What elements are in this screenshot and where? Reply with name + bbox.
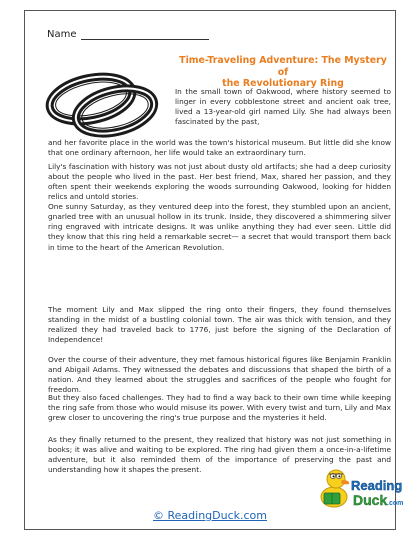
story-title-line-1: Time-Traveling Adventure: The Mystery of [179, 55, 387, 78]
story-paragraph-1: Lily's fascination with history was not just about dusty old artifacts; she had a deep curiosity about the people who lived in the past. Her best friend, Max, shared her passion, and they often spent their weekends exploring the woods surrounding Oakwood, looking for hidden relics and untold stories. [48, 162, 391, 202]
story-intro-wrapped: In the small town of Oakwood, where history seemed to linger in every cobblestone street and ancient oak tree, lived a 13-year-old girl named Lily. She had always been fascinated by the past, [175, 87, 391, 127]
story-paragraph-5: But they also faced challenges. They had to find a way back to their own time while keeping the ring safe from those who would misuse its power. With every twist and turn, Lily and Max grew closer to uncovering the ring's true purpose and the mysteries it held. [48, 393, 391, 423]
story-paragraph-4: Over the course of their adventure, they met famous historical figures like Benjamin Franklin and Abigail Adams. They witnessed the debates and discussions that shaped the birth of a nation. And they learned about the struggles and sacrifices of the people who fought for freedom. [48, 355, 391, 395]
worksheet-page [24, 10, 396, 530]
logo-word-reading: Reading [351, 478, 403, 493]
story-paragraph-6: As they finally returned to the present, they realized that history was not just something in books; it was alive and waiting to be explored. The ring had given them a once-in-a-lifetime adventure, but it also reminded them of the importance of preserving the past and understanding how it shapes the present. [48, 435, 391, 475]
story-paragraph-2: One sunny Saturday, as they ventured deep into the forest, they stumbled upon an ancient, gnarled tree with an unusual hollow in its trunk. Inside, they discovered a shimmering silver ring engraved with intricate designs. It was unlike anything they had ever seen. Little did they know that this ring held a remarkable secret— a secret that would transport them back in time to the heart of the American Revolution. [48, 202, 391, 252]
logo-word-dotcom: .com [387, 500, 404, 507]
story-paragraph-3: The moment Lily and Max slipped the ring onto their fingers, they found themselves standing in the midst of a bustling colonial town. The air was thick with tension, and they realized they had traveled back to 1776, just before the signing of the Declaration of Independence! [48, 305, 391, 345]
name-label: Name [47, 29, 77, 40]
story-title [177, 55, 389, 90]
name-line[interactable] [81, 28, 209, 40]
duck-icon [321, 470, 349, 507]
story-intro-continued: and her favorite place in the world was the town's historical museum. But little did she know that one ordinary afternoon, her life would take an extraordinary turn. [48, 138, 391, 158]
logo-word-duck: Duck [353, 492, 388, 508]
reading-duck-logo [320, 453, 408, 515]
name-field-row [47, 28, 209, 40]
story-title-line-2: the Revolutionary Ring [222, 78, 344, 89]
copyright-link[interactable]: © ReadingDuck.com [153, 509, 267, 522]
